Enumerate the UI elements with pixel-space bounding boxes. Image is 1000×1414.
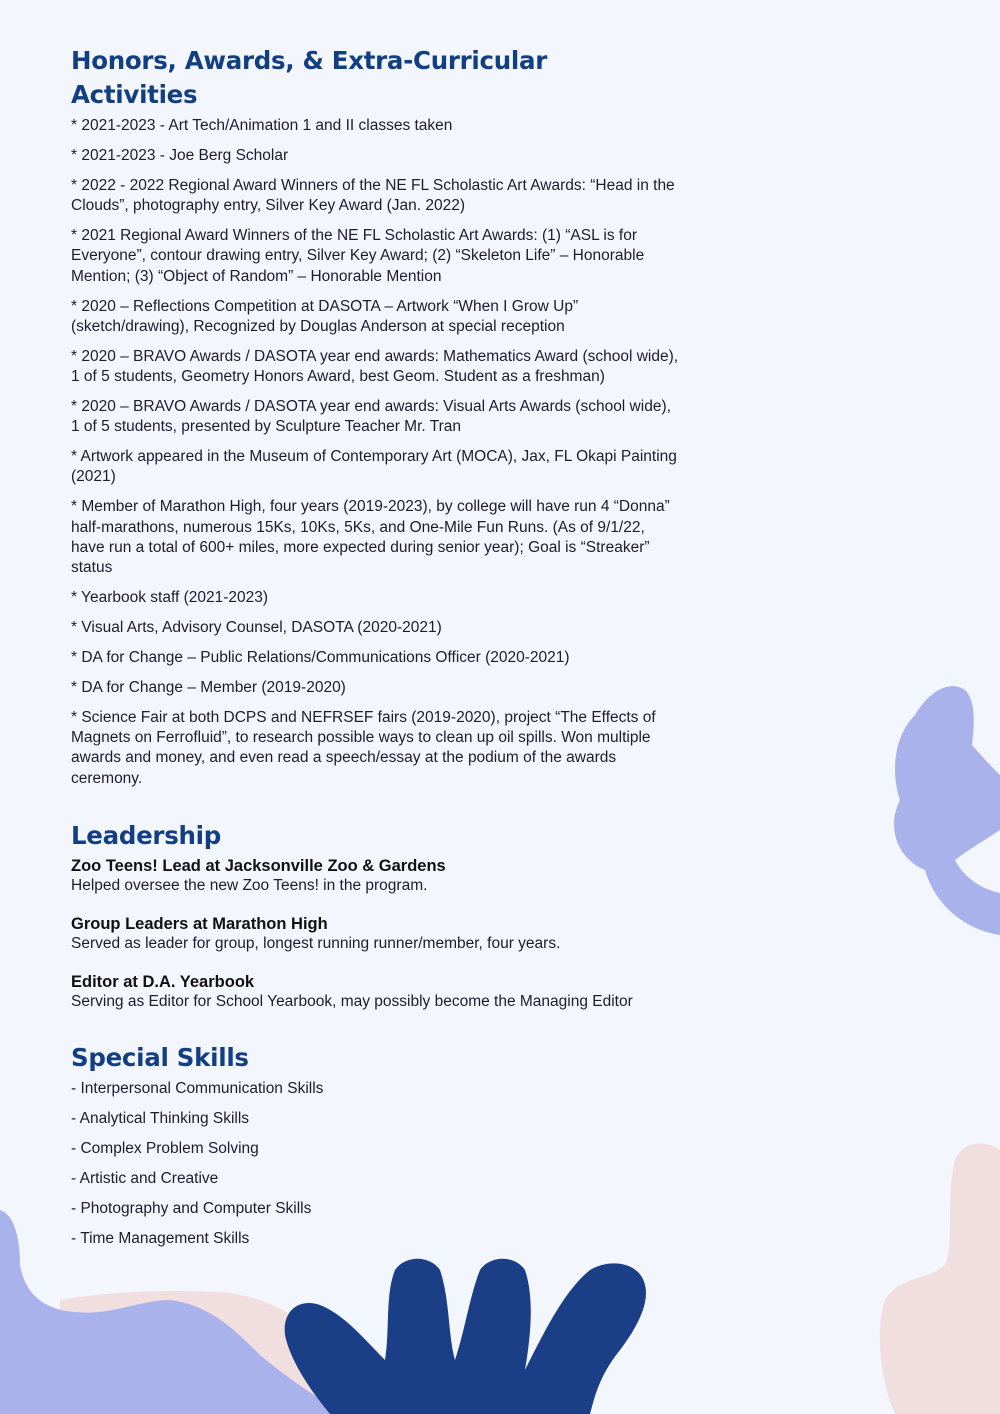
skill-item: - Complex Problem Solving [71,1139,259,1157]
leadership-description: Serving as Editor for School Yearbook, may possibly become the Managing Editor [71,992,633,1010]
honor-item: * 2021-2023 - Joe Berg Scholar [71,147,289,164]
leadership-role: Group Leaders at Marathon High [71,914,328,933]
honor-item: * Member of Marathon High, four years (2019-2023), by college will have run 4 “Donna” half-marathons, numerous 15Ks, 10Ks, 5Ks, and One-Mile Fun Runs. (As of 9/1/22, have run a total of 600+ miles, more expected during senior year); Goal is “Streaker” status [71,498,670,577]
honor-item: * 2022 - 2022 Regional Award Winners of the NE FL Scholastic Art Awards: “Head in the Clouds”, photography entry, Silver Key Award (Jan. 2022) [71,177,675,215]
honor-item: * DA for Change – Member (2019-2020) [71,679,346,697]
skills-section-title: Special Skills [71,1042,249,1072]
navy-coral-shape [285,1259,646,1414]
skill-item: - Photography and Computer Skills [71,1199,312,1217]
leadership-role: Editor at D.A. Yearbook [71,972,255,991]
skills-list [71,1079,681,1249]
leadership-entry [71,973,681,1011]
leadership-section-title: Leadership [71,820,221,850]
honor-item: * Artwork appeared in the Museum of Contemporary Art (MOCA), Jax, FL Okapi Painting (2021) [71,448,677,486]
resume-content [71,44,681,1259]
honor-item: * 2021 Regional Award Winners of the NE FL Scholastic Art Awards: (1) “ASL is for Everyone”, contour drawing entry, Silver Key Award; (2) “Skeleton Life” – Honorable Mention; (3) “Object of Random” – Honorable Mention [71,227,645,285]
leadership-description: Helped oversee the new Zoo Teens! in the program. [71,876,428,894]
honor-item: * DA for Change – Public Relations/Communications Officer (2020-2021) [71,649,570,667]
honors-list [71,116,681,789]
leadership-list [71,857,681,1011]
skill-item: - Analytical Thinking Skills [71,1109,250,1127]
honor-item: * Science Fair at both DCPS and NEFRSEF fairs (2019-2020), project “The Effects of Magnets on Ferrofluid”, to research possible ways to clean up oil spills. Won multiple awards and money, and even read a speech/essay at the podium of the awards ceremony. [71,709,656,787]
honor-item: * Yearbook staff (2021-2023) [71,589,269,607]
honor-item: * 2020 – BRAVO Awards / DASOTA year end awards: Mathematics Award (school wide), 1 of 5 students, Geometry Honors Award, best Geom. Student as a freshman) [71,347,679,386]
periwinkle-leaf-shape-right [894,686,1000,935]
honors-section-title: Honors, Awards, & Extra-Curricular Activities [71,46,547,109]
leadership-description: Served as leader for group, longest running runner/member, four years. [71,934,561,952]
skill-item: - Time Management Skills [71,1229,250,1247]
honor-item: * 2020 – Reflections Competition at DASOTA – Artwork “When I Grow Up” (sketch/drawing), Recognized by Douglas Anderson at special reception [71,297,579,335]
leadership-role: Zoo Teens! Lead at Jacksonville Zoo & Gardens [71,856,446,875]
honor-item: * Visual Arts, Advisory Counsel, DASOTA (2020-2021) [71,619,442,637]
skill-item: - Artistic and Creative [71,1169,219,1187]
honor-item: * 2020 – BRAVO Awards / DASOTA year end awards: Visual Arts Awards (school wide), 1 of 5 students, presented by Sculpture Teacher Mr. Tran [71,398,671,436]
leadership-entry [71,857,681,895]
pink-blob-right [880,1143,1000,1414]
honor-item: * 2021-2023 - Art Tech/Animation 1 and II classes taken [71,117,453,134]
skill-item: - Interpersonal Communication Skills [71,1079,324,1097]
leadership-entry [71,915,681,953]
